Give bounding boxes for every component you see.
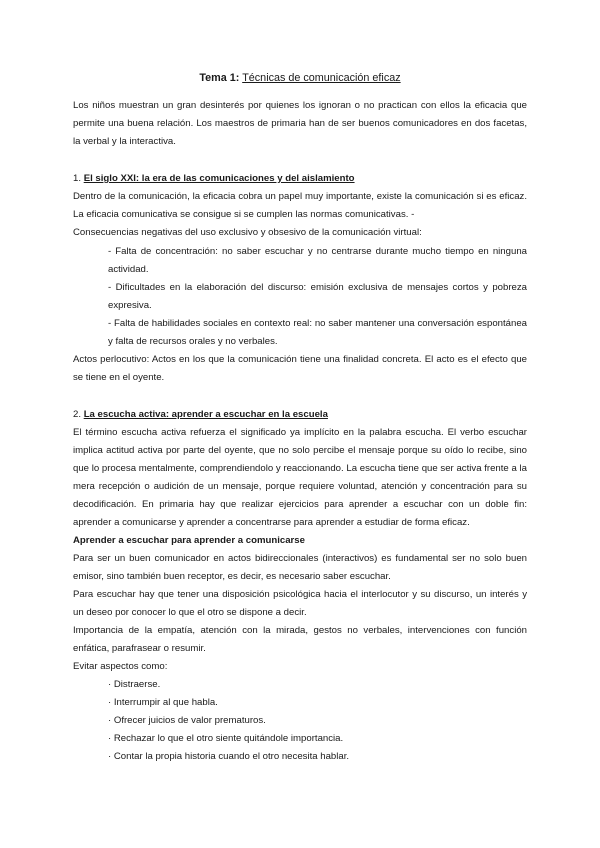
section-2-number: 2. [73,409,82,420]
intro-paragraph: Los niños muestran un gran desinterés por quienes los ignoran o no practican con ellos la eficacia que permite una buena relación. Los maestros de primaria han de ser buenos comunicadores en dos facetas, la verbal y la interactiva. [73,100,527,147]
avoid-item-1: · Distraerse. [108,679,161,690]
avoid-item-5: · Contar la propia historia cuando el otro necesita hablar. [108,751,350,762]
avoid-item-4: · Rechazar lo que el otro siente quitándole importancia. [108,733,344,744]
section-2-subheading: Aprender a escuchar para aprender a comunicarse [73,535,305,546]
section-2-title: La escucha activa: aprender a escuchar en la escuela [83,409,328,420]
section-1-paragraph-2: Consecuencias negativas del uso exclusivo y obsesivo de la comunicación virtual: [73,227,422,238]
section-1-heading [73,170,527,188]
section-1-paragraph-3: Actos perlocutivo: Actos en los que la comunicación tiene una finalidad concreta. El acto es el efecto que se tiene en el oyente. [73,354,527,383]
section-1-bullet-1: - Falta de concentración: no saber escuchar y no centrarse durante mucho tiempo en ninguna actividad. [108,246,527,275]
section-1-paragraph-1: Dentro de la comunicación, la eficacia cobra un papel muy importante, existe la comunicación si es eficaz. La eficacia comunicativa se consigue si se cumplen las normas comunicativas. - [73,191,527,220]
avoid-item-2: · Interrumpir al que habla. [108,697,218,708]
section-2-heading [73,406,527,424]
section-2-paragraph-5: Evitar aspectos como: [73,661,168,672]
section-1-title: El siglo XXI: la era de las comunicaciones y del aislamiento [83,173,355,184]
section-2-paragraph-3: Para escuchar hay que tener una disposición psicológica hacia el interlocutor y su discurso, un interés y un deseo por conocer lo que el otro se dispone a decir. [73,589,527,618]
section-1-bullet-2: - Dificultades en la elaboración del discurso: emisión exclusiva de mensajes cortos y pobreza expresiva. [108,282,527,311]
section-2-paragraph-2: Para ser un buen comunicador en actos bidireccionales (interactivos) es fundamental ser no solo buen emisor, sino también buen receptor, es decir, es necesario saber escuchar. [73,553,527,582]
title-name: Técnicas de comunicación eficaz [242,72,401,84]
section-1-number: 1. [73,173,82,184]
page-title [0,72,600,84]
avoid-item-3: · Ofrecer juicios de valor prematuros. [108,715,266,726]
section-2-paragraph-1: El término escucha activa refuerza el significado ya implícito en la palabra escucha. El verbo escuchar implica actitud activa por parte del oyente, que no solo percibe el mensaje porque su oído lo recibe, sino que lo procesa mentalmente, comprendiendolo y reaccionando. La escucha tiene que ser activa frente a la mera recepción o audición de un mensaje, porque requiere voluntad, atención y concentración para su decodificación. En primaria hay que realizar ejercicios para aprender a escuchar con un doble fin: aprender a comunicarse y aprender a concentrarse para aprender a estudiar de forma eficaz. [73,427,527,528]
section-1-bullet-3: - Falta de habilidades sociales en contexto real: no saber mantener una conversación espontánea y falta de recursos orales y no verbales. [108,318,527,347]
section-2-paragraph-4: Importancia de la empatía, atención con la mirada, gestos no verbales, intervenciones con función enfática, parafrasear o resumir. [73,625,527,654]
title-number: Tema 1: [199,72,240,84]
